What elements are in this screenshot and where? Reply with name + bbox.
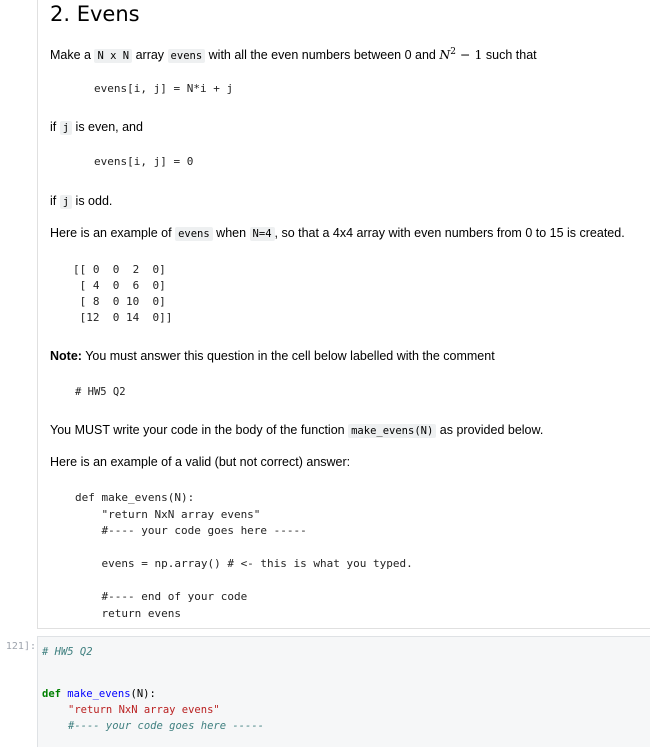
must-text-2: as provided below. [439,423,544,437]
intro-text-2: array [135,48,165,63]
intro-text-4: such that [485,48,537,63]
cell-prompt: 121]: [5,641,36,652]
inline-code-evens: evens [168,49,206,63]
math-exponent: 2 [450,47,457,57]
code-function-name: make_evens [67,688,131,700]
note-paragraph [50,348,495,364]
example-text-2: when [216,226,247,240]
example-paragraph [50,225,625,242]
condition-odd-text: is odd. [75,194,113,208]
sample-code-block: def make_evens(N): "return NxN array evens" #---- your code goes here ----- evens = np.array() # <- this is what you typed. #---- end of your code return evens [75,491,413,620]
must-paragraph [50,422,543,439]
code-cell-editor[interactable] [37,636,650,747]
condition-even [50,119,143,136]
code-keyword-def: def [42,688,61,700]
example-matrix: [[ 0 0 2 0] [ 4 0 6 0] [ 8 0 10 0] [12 0 14 0]] [73,263,173,324]
inline-code-make-evens: make_evens(N) [348,424,436,438]
code-docstring: "return NxN array evens" [68,704,220,716]
note-comment-code: # HW5 Q2 [75,386,126,398]
condition-odd [50,193,112,210]
math-base: N [439,47,451,63]
code-def-line [42,687,156,701]
intro-text-1: Make a [50,48,91,63]
math-expression [439,47,482,62]
formula-odd: evens[i, j] = 0 [94,155,194,168]
inline-code-j: j [60,121,72,135]
condition-odd-if: if [50,194,57,208]
math-rest: − 1 [456,47,483,63]
intro-text-3: with all the even numbers between 0 and [208,48,436,63]
must-text-1: You MUST write your code in the body of the function [50,423,345,437]
valid-paragraph: Here is an example of a valid (but not correct) answer: [50,455,351,469]
formula-even: evens[i, j] = N*i + j [94,82,234,95]
code-function-args: (N): [130,688,156,700]
markdown-cell[interactable] [37,0,650,629]
example-text-1: Here is an example of [50,226,172,240]
inline-code-j-2: j [60,195,72,209]
code-comment-header: # HW5 Q2 [42,646,93,658]
condition-even-if: if [50,120,57,134]
inline-code-evens-2: evens [175,227,213,241]
section-title: 2. Evens [50,2,140,26]
condition-even-text: is even, and [75,120,143,134]
example-text-3: , so that a 4x4 array with even numbers from 0 to 15 is created. [274,226,625,240]
inline-code-nxn: N x N [94,49,132,63]
note-text: You must answer this question in the cell below labelled with the comment [85,349,495,363]
note-label: Note: [50,349,82,363]
inline-code-n4: N=4 [250,227,275,241]
intro-paragraph [50,44,537,64]
code-comment-body: #---- your code goes here ----- [68,720,264,732]
